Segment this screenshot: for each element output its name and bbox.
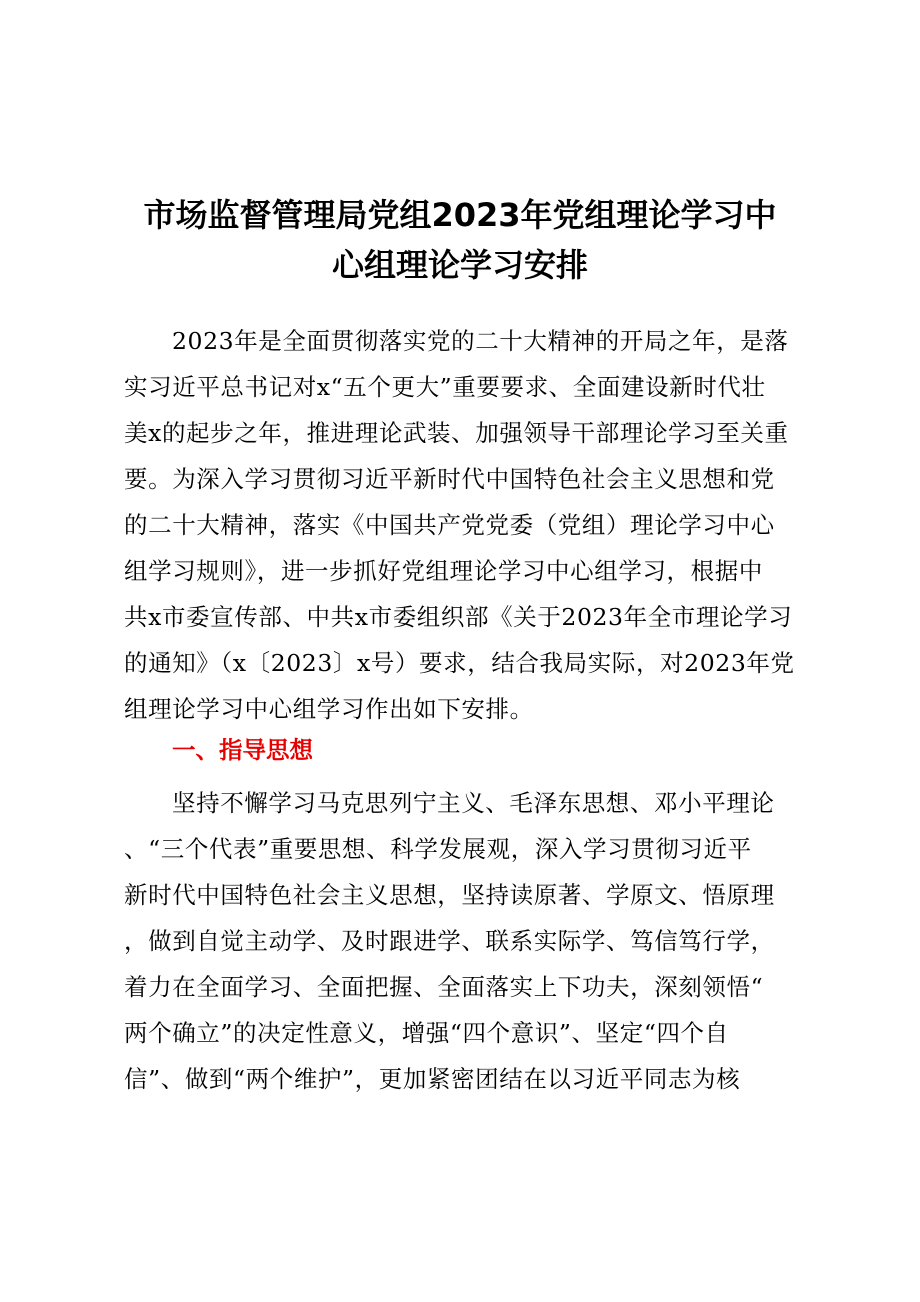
intro-line: 的通知》（x〔2023〕x号）要求，结合我局实际，对2023年党 [124, 649, 795, 677]
paragraph-line: 、“三个代表”重要思想、科学发展观，深入学习贯彻习近平 [124, 835, 752, 863]
title-line-2: 心组理论学习安排 [331, 246, 588, 284]
section-heading-guiding-ideology: 一、指导思想 [172, 736, 313, 764]
intro-line: 实习近平总书记对x“五个更大”重要要求、全面建设新时代壮 [124, 373, 766, 401]
paragraph-line: 着力在全面学习、全面把握、全面落实上下功夫，深刻领悟“ [124, 973, 764, 1001]
document-title [100, 190, 820, 290]
paragraph-line: 新时代中国特色社会主义思想，坚持读原著、学原文、悟原理 [124, 881, 775, 909]
paragraph-line: 两个确立”的决定性意义，增强“四个意识”、坚定“四个自 [124, 1019, 729, 1047]
intro-line: 美x的起步之年，推进理论武装、加强领导干部理论学习至关重 [124, 419, 789, 447]
intro-line: 要。为深入学习贯彻习近平新时代中国特色社会主义思想和党 [124, 465, 775, 493]
paragraph-line: ，做到自觉主动学、及时跟进学、联系实际学、笃信笃行学， [124, 927, 775, 955]
intro-line: 组理论学习中心组学习作出如下安排。 [124, 695, 534, 723]
paragraph-line: 坚持不懈学习马克思列宁主义、毛泽东思想、邓小平理论 [172, 789, 775, 817]
paragraph-line: 信”、做到“两个维护”，更加紧密团结在以习近平同志为核 [124, 1065, 741, 1093]
intro-line: 组学习规则》，进一步抓好党组理论学习中心组学习，根据中 [124, 557, 763, 585]
intro-line: 的二十大精神，落实《中国共产党党委（党组）理论学习中心 [124, 511, 775, 539]
title-line-1: 市场监督管理局党组2023年党组理论学习中 [143, 196, 777, 234]
intro-line: 2023年是全面贯彻落实党的二十大精神的开局之年，是落 [172, 327, 789, 355]
guiding-ideology-paragraph [124, 780, 804, 1102]
intro-line: 共x市委宣传部、中共x市委组织部《关于2023年全市理论学习 [124, 603, 793, 631]
intro-paragraph [124, 318, 804, 732]
